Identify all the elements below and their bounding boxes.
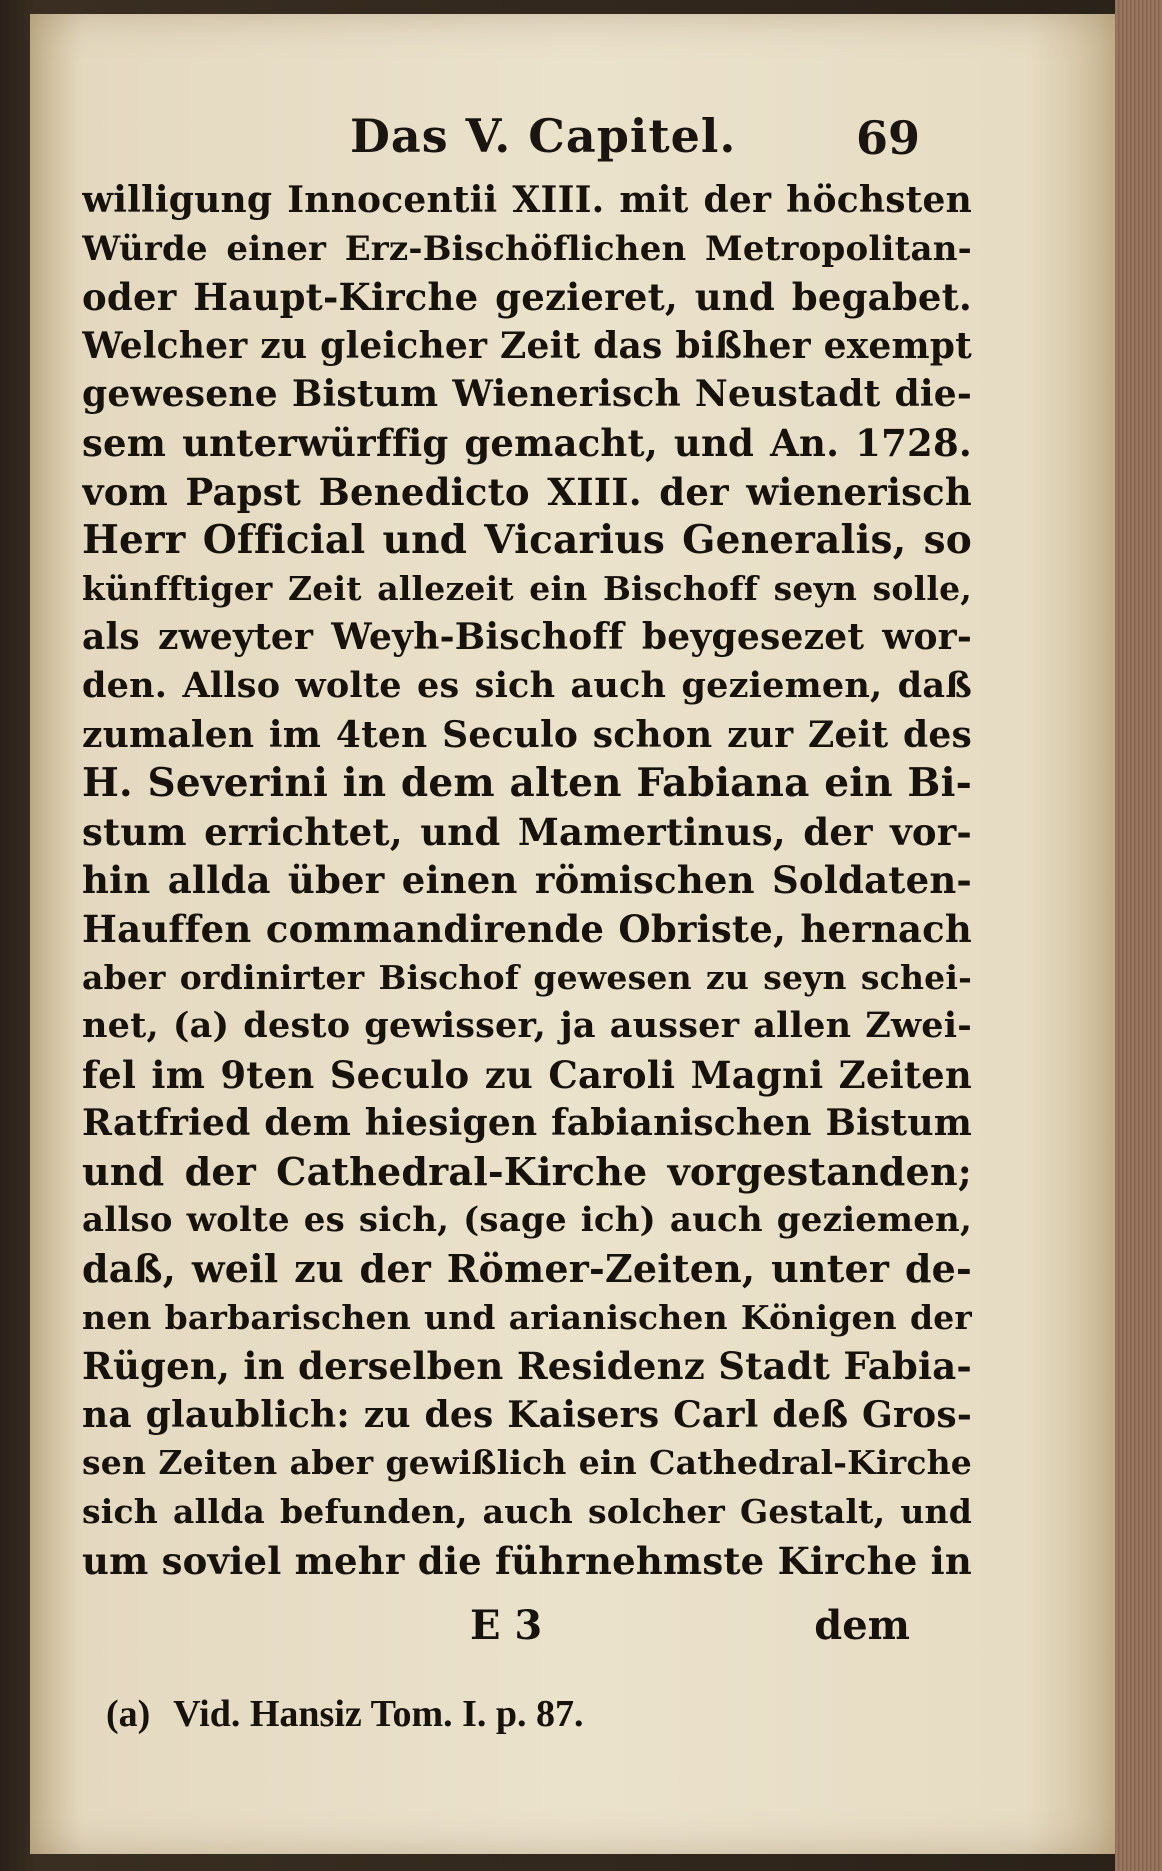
catchword: dem [814,1602,910,1649]
footnote-mark: (a) [106,1693,151,1735]
body-text [82,176,972,1585]
text-line: Herr Official und Vicarius Generalis, so [82,517,972,564]
text-line: sem unterwürffig gemacht, und An. 1728. [82,420,972,465]
text-line: Hauffen commandirende Obriste, hernach [82,906,972,951]
text-line: den. Allso wolte es sich auch geziemen, daß [82,664,972,706]
text-line: vom Papst Benedicto XIII. der wienerisch [82,469,972,514]
text-line: Welcher zu gleicher Zeit das bißher exempt [82,324,972,367]
text-line: aber ordinirter Bischof gewesen zu seyn schei- [82,957,972,997]
page-edge [1115,0,1162,1871]
text-line: nen barbarischen und arianischen Königen der [82,1297,972,1337]
text-line: oder Haupt-Kirche gezieret, und begabet. [82,275,972,320]
text-line: sen Zeiten aber gewißlich ein Cathedral-Kirche [82,1443,972,1483]
footnote [106,1692,906,1736]
text-line: stum errichtet, und Mamertinus, der vor- [82,809,972,854]
text-line: gewesene Bistum Wienerisch Neustadt die- [82,373,972,416]
text-line: net, (a) desto gewisser, ja ausser allen Zwei- [82,1005,972,1047]
text-line: hin allda über einen römischen Soldaten- [82,858,972,903]
text-line: willigung Innocentii XIII. mit der höchsten [82,179,972,221]
page-number: 69 [855,111,920,165]
text-line: um soviel mehr die führnehmste Kirche in [82,1538,972,1583]
text-line: als zweyter Weyh-Bischoff beygesezet wor- [82,616,972,659]
text-line: fel im 9ten Seculo zu Caroli Magni Zeiten [82,1052,972,1097]
text-line: und der Cathedral-Kirche vorgestanden; [82,1148,972,1194]
page-header [350,109,950,179]
text-line: na glaublich: zu des Kaisers Carl deß Gros- [82,1393,972,1436]
running-title: Das V. Capitel. [350,109,737,163]
book-page [30,14,1115,1854]
text-line: Ratfried dem hiesigen fabianischen Bistum [82,1102,972,1145]
text-line: allso wolte es sich, (sage ich) auch geziemen, [82,1200,972,1241]
text-line: sich allda befunden, auch solcher Gestalt, und [82,1492,972,1532]
catch-line [82,1602,972,1652]
signature-mark: E 3 [470,1602,543,1649]
footnote-text: Vid. Hansiz Tom. I. p. 87. [173,1693,584,1735]
text-line: daß, weil zu der Römer-Zeiten, unter de- [82,1246,972,1292]
text-line: künfftiger Zeit allezeit ein Bischoff seyn solle, [82,568,972,608]
text-line: Würde einer Erz-Bischöflichen Metropolitan- [82,228,972,269]
text-line: zumalen im 4ten Seculo schon zur Zeit des [82,713,972,756]
text-line: Rügen, in derselben Residenz Stadt Fabia- [82,1344,972,1389]
text-line: H. Severini in dem alten Fabiana ein Bi- [82,760,972,807]
